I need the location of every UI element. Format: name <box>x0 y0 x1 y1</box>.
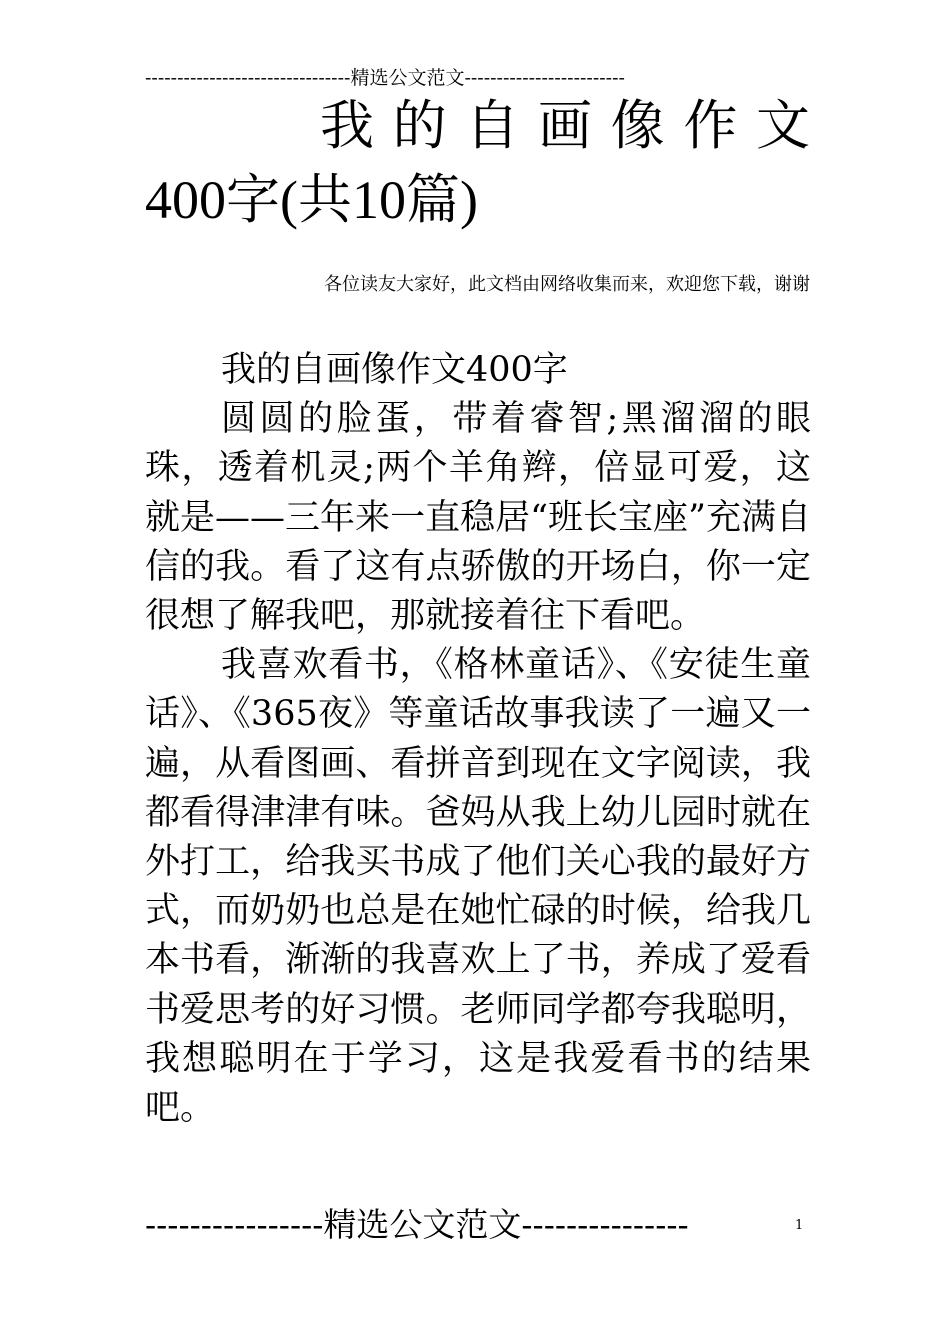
greeting-note: 各位读友大家好，此文档由网络收集而来，欢迎您下载，谢谢 <box>324 274 810 295</box>
essay-heading: 我的自画像作文400字 <box>221 350 568 390</box>
document-body <box>145 346 811 1133</box>
page-header: --------------------------------精选公文范文------------------------- <box>145 67 625 89</box>
body-paragraph: 圆圆的脸蛋，带着睿智;黑溜溜的眼珠，透着机灵;两个羊角辫，倍显可爱，这就是——三年来一直稳居“班长宝座”充满自信的我。看了这有点骄傲的开场白，你一定很想了解我吧，那就接着往下看吧。 <box>145 399 811 637</box>
body-paragraph: 我喜欢看书，《格林童话》、《安徒生童话》、《365夜》等童话故事我读了一遍又一遍，从看图画、看拼音到现在文字阅读，我都看得津津有味。爸妈从我上幼儿园时就在外打工，给我买书成了他们关心我的最好方式，而奶奶也总是在她忙碌的时候，给我几本书看，渐渐的我喜欢上了书，养成了爱看书爱思考的好习惯。老师同学都夸我聪明，我想聪明在于学习，这是我爱看书的结果吧。 <box>145 645 811 1129</box>
page-footer: ----------------精选公文范文--------------- <box>145 1205 689 1244</box>
document-title-line1: 我的自画像作文 <box>320 96 810 156</box>
page-number: 1 <box>795 1218 804 1233</box>
document-title-line2: 400字(共10篇) <box>145 170 478 230</box>
